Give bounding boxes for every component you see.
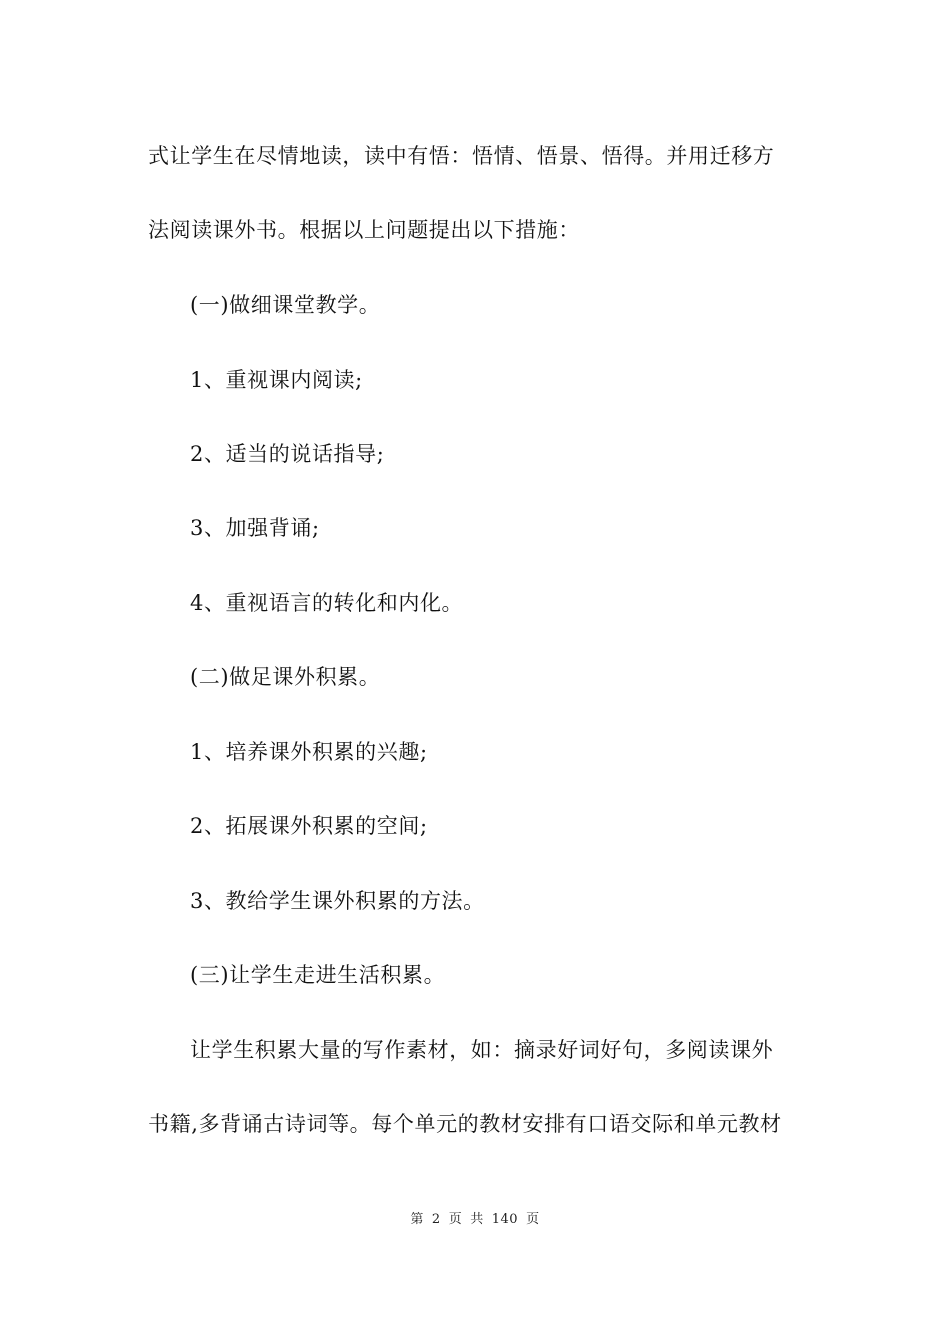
paragraph-line: 书籍,多背诵古诗词等。每个单元的教材安排有口语交际和单元教材 [148, 1112, 782, 1136]
footer-suffix: 页 [526, 1212, 540, 1227]
list-item: 3、加强背诵; [190, 516, 320, 540]
list-item: 2、适当的说话指导; [190, 442, 385, 466]
current-page-number: 2 [431, 1212, 441, 1227]
page-footer [0, 1208, 950, 1227]
list-item: 1、重视课内阅读; [190, 368, 363, 392]
total-page-count: 140 [491, 1212, 519, 1227]
section-heading: (三)让学生走进生活积累。 [190, 963, 446, 987]
footer-total-word: 共 [470, 1212, 484, 1227]
paragraph-line: 法阅读课外书。根据以上问题提出以下措施： [148, 218, 580, 242]
paragraph-line: 式让学生在尽情地读，读中有悟：悟情、悟景、悟得。并用迁移方 [148, 144, 775, 168]
list-item: 3、教给学生课外积累的方法。 [190, 889, 485, 913]
footer-prefix: 第 [410, 1212, 424, 1227]
list-item: 2、拓展课外积累的空间; [190, 814, 428, 838]
list-item: 4、重视语言的转化和内化。 [190, 591, 464, 615]
paragraph-line: 让学生积累大量的写作素材，如：摘录好词好句，多阅读课外 [190, 1038, 774, 1062]
section-heading: (二)做足课外积累。 [190, 665, 381, 689]
list-item: 1、培养课外积累的兴趣; [190, 740, 428, 764]
section-heading: (一)做细课堂教学。 [190, 293, 381, 317]
footer-page-word: 页 [448, 1212, 463, 1227]
